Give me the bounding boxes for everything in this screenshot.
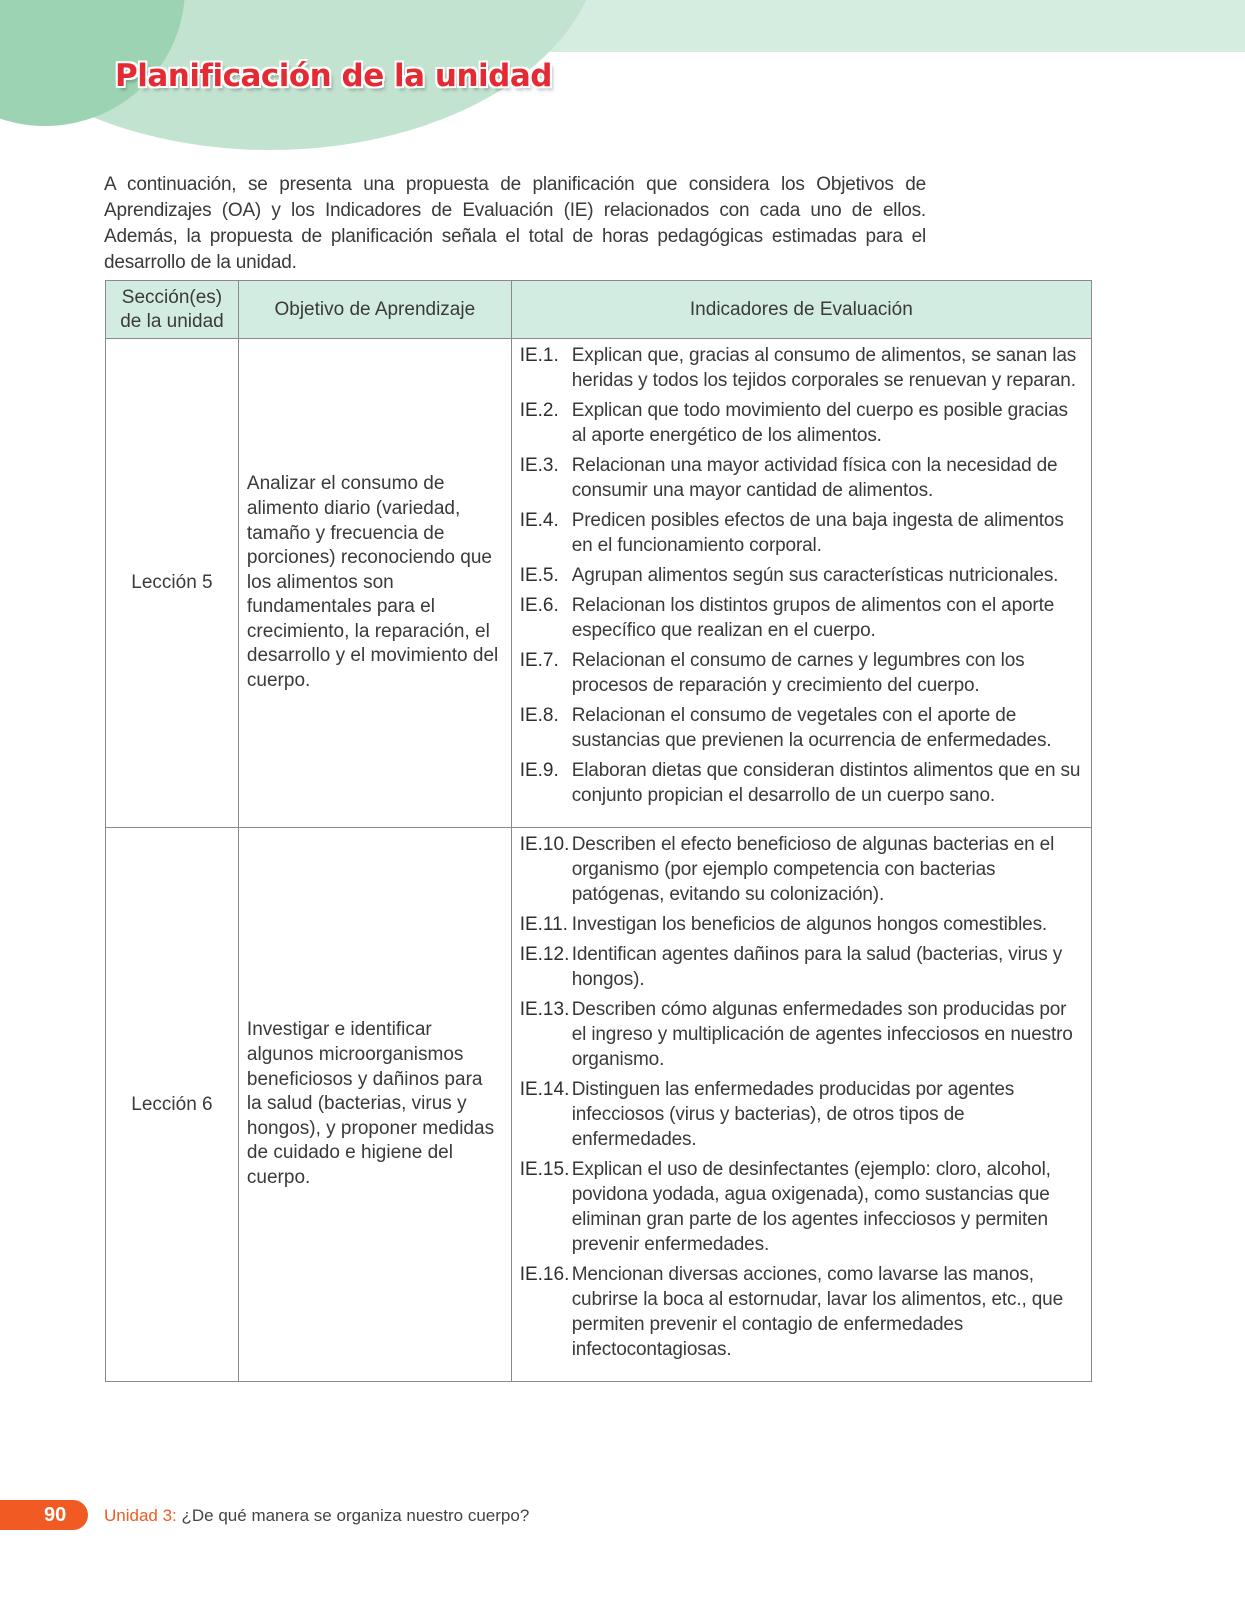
indicator-code: IE.15. — [519, 1159, 570, 1180]
indicator-item — [520, 703, 1083, 753]
table-row — [106, 339, 1092, 828]
indicator-text: Relacionan los distintos grupos de alimentos con el aporte específico que realizan en el cuerpo. — [571, 595, 1055, 641]
header-indicators: Indicadores de Evaluación — [511, 281, 1091, 339]
indicator-item — [520, 997, 1083, 1072]
indicator-text: Explican que todo movimiento del cuerpo es posible gracias al aporte energético de los alimentos. — [571, 400, 1068, 446]
indicator-code: IE.14. — [519, 1079, 570, 1100]
indicator-code: IE.16. — [519, 1264, 570, 1285]
indicator-text: Describen el efecto beneficioso de algunas bacterias en el organismo (por ejemplo competencia con bacterias patógenas, evitando su colonización). — [571, 834, 1055, 905]
indicator-text: Agrupan alimentos según sus características nutricionales. — [571, 565, 1059, 586]
indicator-code: IE.7. — [519, 650, 559, 671]
indicator-item — [520, 343, 1083, 393]
indicator-code: IE.3. — [519, 455, 559, 476]
indicator-code: IE.5. — [519, 565, 559, 586]
indicator-text: Predicen posibles efectos de una baja ingesta de alimentos en el funcionamiento corporal. — [571, 510, 1064, 556]
objective-cell: Investigar e identificar algunos microorganismos beneficiosos y dañinos para la salud (bacterias, virus y hongos), y proponer medidas de cuidado e higiene del cuerpo. — [238, 828, 511, 1382]
indicator-code: IE.2. — [519, 400, 559, 421]
section-cell: Lección 6 — [106, 828, 239, 1382]
footer-unit-title — [104, 1506, 529, 1526]
indicator-item — [520, 942, 1083, 992]
indicator-item — [520, 508, 1083, 558]
footer-unit-label: Unidad 3: — [104, 1506, 177, 1525]
table-header-row — [106, 281, 1092, 339]
indicator-code: IE.4. — [519, 510, 559, 531]
indicator-text: Relacionan el consumo de carnes y legumbres con los procesos de reparación y crecimiento del cuerpo. — [571, 650, 1025, 696]
indicator-text: Explican el uso de desinfectantes (ejemplo: cloro, alcohol, povidona yodada, agua oxigenada), como sustancias que eliminan gran parte de los agentes infecciosos y permiten prevenir enfermedades. — [571, 1159, 1051, 1255]
page-title: Planificación de la unidad — [115, 58, 552, 94]
indicators-cell — [511, 339, 1091, 828]
indicator-item — [520, 1262, 1083, 1362]
indicator-code: IE.6. — [519, 595, 559, 616]
indicator-code: IE.13. — [519, 999, 570, 1020]
indicator-text: Relacionan una mayor actividad física con la necesidad de consumir una mayor cantidad de alimentos. — [571, 455, 1058, 501]
indicator-item — [520, 912, 1083, 937]
indicator-item — [520, 593, 1083, 643]
indicator-item — [520, 648, 1083, 698]
header-section — [106, 281, 239, 339]
indicator-text: Distinguen las enfermedades producidas por agentes infecciosos (virus y bacterias), de otros tipos de enfermedades. — [571, 1079, 1015, 1150]
indicator-text: Explican que, gracias al consumo de alimentos, se sanan las heridas y todos los tejidos corporales se renuevan y reparan. — [571, 345, 1077, 391]
indicator-code: IE.8. — [519, 705, 559, 726]
indicator-item — [520, 758, 1083, 808]
indicator-text: Elaboran dietas que consideran distintos alimentos que en su conjunto propician el desarrollo de un cuerpo sano. — [571, 760, 1081, 806]
indicator-code: IE.1. — [519, 345, 559, 366]
section-cell: Lección 5 — [106, 339, 239, 828]
objective-cell: Analizar el consumo de alimento diario (variedad, tamaño y frecuencia de porciones) reconociendo que los alimentos son fundamentales para el crecimiento, la reparación, el desarrollo y el movimiento del cuerpo. — [238, 339, 511, 828]
indicator-code: IE.9. — [519, 760, 559, 781]
indicator-text: Investigan los beneficios de algunos hongos comestibles. — [571, 914, 1048, 935]
indicator-text: Mencionan diversas acciones, como lavarse las manos, cubrirse la boca al estornudar, lavar los alimentos, etc., que permiten prevenir el contagio de enfermedades infectocontagiosas. — [571, 1264, 1063, 1360]
indicator-code: IE.12. — [519, 944, 570, 965]
indicator-text: Describen cómo algunas enfermedades son producidas por el ingreso y multiplicación de agentes infecciosos en nuestro organismo. — [571, 999, 1073, 1070]
indicator-item — [520, 563, 1083, 588]
indicator-code: IE.11. — [519, 914, 568, 935]
indicators-cell — [511, 828, 1091, 1382]
indicator-code: IE.10. — [519, 834, 570, 855]
indicator-text: Relacionan el consumo de vegetales con el aporte de sustancias que previenen la ocurrencia de enfermedades. — [571, 705, 1052, 751]
indicator-item — [520, 398, 1083, 448]
indicator-item — [520, 453, 1083, 503]
header-section-line2: de la unidad — [120, 310, 224, 332]
intro-paragraph: A continuación, se presenta una propuesta de planificación que considera los Objetivos de Aprendizajes (OA) y los Indicadores de Evaluación (IE) relacionados con cada uno de ellos. Además, la propuesta de planificación señala el total de horas pedagógicas estimadas para el desarrollo de la unidad. — [104, 174, 926, 273]
footer-unit-question: ¿De qué manera se organiza nuestro cuerpo? — [181, 1506, 530, 1525]
header-objective: Objetivo de Aprendizaje — [238, 281, 511, 339]
indicator-text: Identifican agentes dañinos para la salud (bacterias, virus y hongos). — [571, 944, 1063, 990]
planning-table — [105, 280, 1092, 1382]
indicator-item — [520, 832, 1083, 907]
page-number: 90 — [44, 1504, 67, 1526]
table-row — [106, 828, 1092, 1382]
indicator-item — [520, 1157, 1083, 1257]
header-section-line1: Sección(es) — [121, 286, 223, 308]
indicator-item — [520, 1077, 1083, 1152]
